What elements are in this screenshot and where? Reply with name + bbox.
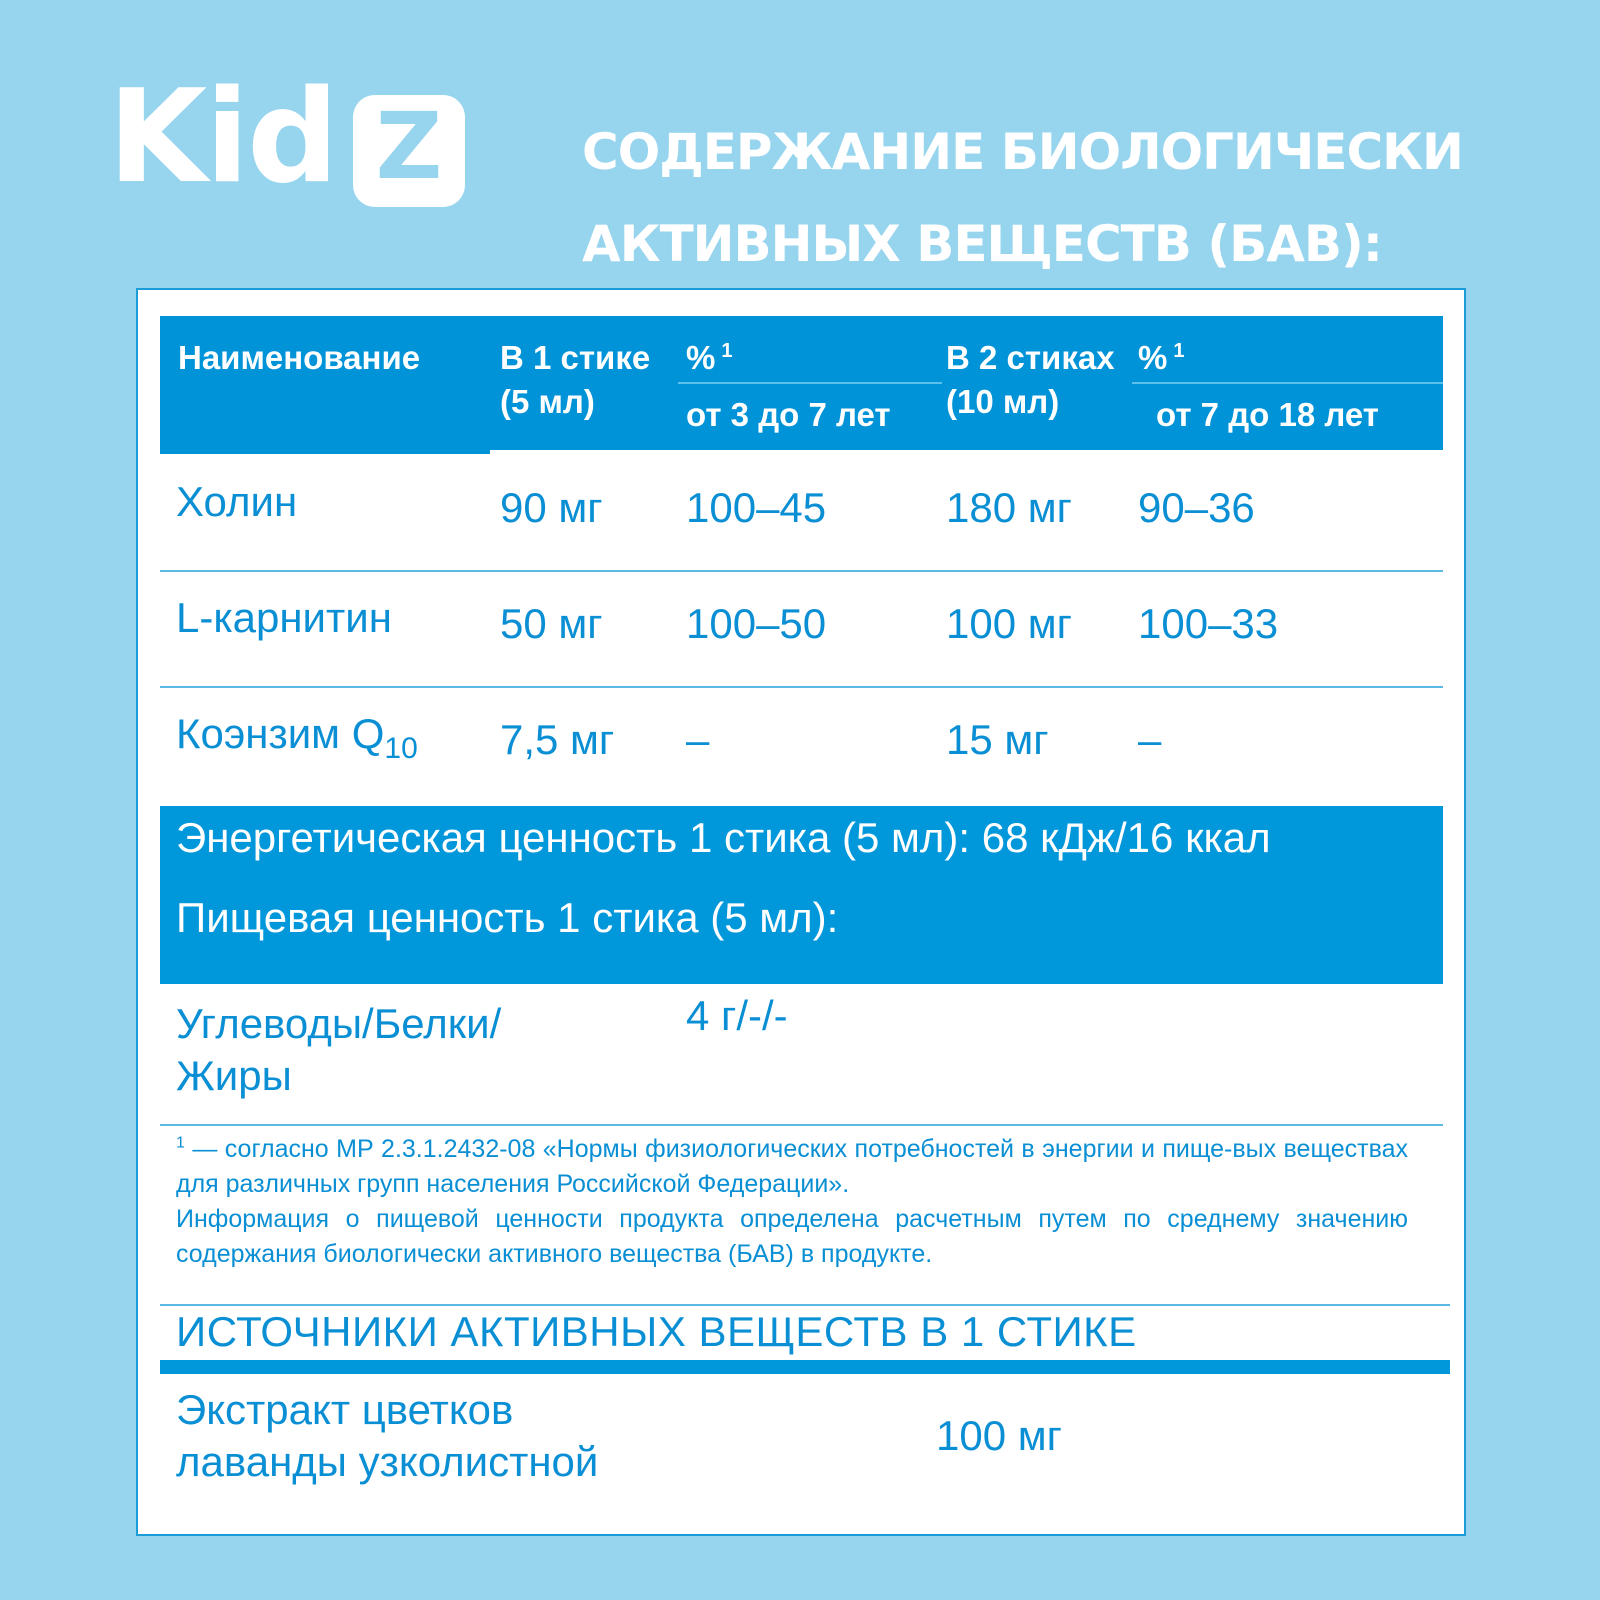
header-age-2: от 7 до 18 лет <box>1156 396 1379 433</box>
logo-text: Kid <box>108 63 337 212</box>
table-header-notch <box>490 450 1443 456</box>
footnote-norms: $^1$ — согласно МР 2.3.1.2432-08 «Нормы физиологических потребностей в энергии и пище-вых веществах для различных групп населения Российской Федерации». <box>176 1134 1408 1198</box>
sources-title-bar <box>160 1360 1450 1374</box>
nutrition-label-line2: Жиры <box>176 1052 292 1099</box>
row-carnitine-one: 50 мг <box>500 600 603 647</box>
row-choline-two: 180 мг <box>946 484 1072 531</box>
header-percent-2: % $^1$ <box>1138 339 1185 376</box>
header-one-stick: В 1 стике <box>500 339 651 376</box>
energy-value-line: Энергетическая ценность 1 стика (5 мл): 68 кДж/16 ккал <box>176 814 1271 861</box>
header-two-sticks-volume: (10 мл) <box>946 383 1060 420</box>
nutrition-card <box>136 288 1466 1536</box>
row-coenzyme-name: Коэнзим $Q_{10}$ <box>176 710 418 765</box>
source-item-line1: Экстракт цветков <box>176 1386 514 1433</box>
nutrition-label-line1: Углеводы/Белки/ <box>176 1000 502 1047</box>
row-coenzyme-pct2: – <box>1138 716 1162 763</box>
row-choline-name: Холин <box>176 478 298 525</box>
source-item-line2: лаванды узколистной <box>176 1438 599 1485</box>
row-coenzyme-pct1: – <box>686 716 710 763</box>
footnote-info: Информация о пищевой ценности продукта определена расчетным путем по среднему значению содержания биологически активного вещества (БАВ) в продукте. <box>176 1205 1408 1268</box>
row-choline-one: 90 мг <box>500 484 603 531</box>
page-title-line2: АКТИВНЫХ ВЕЩЕСТВ (БАВ): <box>582 215 1382 273</box>
header-divider-2 <box>1132 382 1443 384</box>
header-name: Наименование <box>178 339 421 376</box>
header-divider-1 <box>678 382 942 384</box>
row-carnitine-name: L-карнитин <box>176 594 392 641</box>
header-two-sticks: В 2 стиках <box>946 339 1115 376</box>
row-divider <box>160 686 1443 688</box>
logo-z-box <box>353 95 465 207</box>
row-carnitine-pct2: 100–33 <box>1138 600 1279 647</box>
header-one-stick-volume: (5 мл) <box>500 383 595 420</box>
header-percent-1: % $^1$ <box>686 339 733 376</box>
logo-z-letter: Z <box>375 93 443 200</box>
row-carnitine-pct1: 100–50 <box>686 600 827 647</box>
nutrition-value: 4 г/-/- <box>686 992 788 1039</box>
sources-title: ИСТОЧНИКИ АКТИВНЫХ ВЕЩЕСТВ В 1 СТИКЕ <box>176 1308 1137 1355</box>
nutrition-value-line: Пищевая ценность 1 стика (5 мл): <box>176 894 839 941</box>
header-age-1: от 3 до 7 лет <box>686 396 891 433</box>
row-carnitine-two: 100 мг <box>946 600 1072 647</box>
row-coenzyme-one: 7,5 мг <box>500 716 615 763</box>
row-coenzyme-two: 15 мг <box>946 716 1049 763</box>
row-divider <box>160 1124 1443 1126</box>
row-choline-pct1: 100–45 <box>686 484 827 531</box>
page-title <box>582 106 1582 290</box>
row-divider <box>160 570 1443 572</box>
page-title-line1: СОДЕРЖАНИЕ БИОЛОГИЧЕСКИ <box>582 123 1463 181</box>
source-item-value: 100 мг <box>936 1412 1062 1459</box>
row-choline-pct2: 90–36 <box>1138 484 1255 531</box>
footnote <box>176 1132 1408 1272</box>
